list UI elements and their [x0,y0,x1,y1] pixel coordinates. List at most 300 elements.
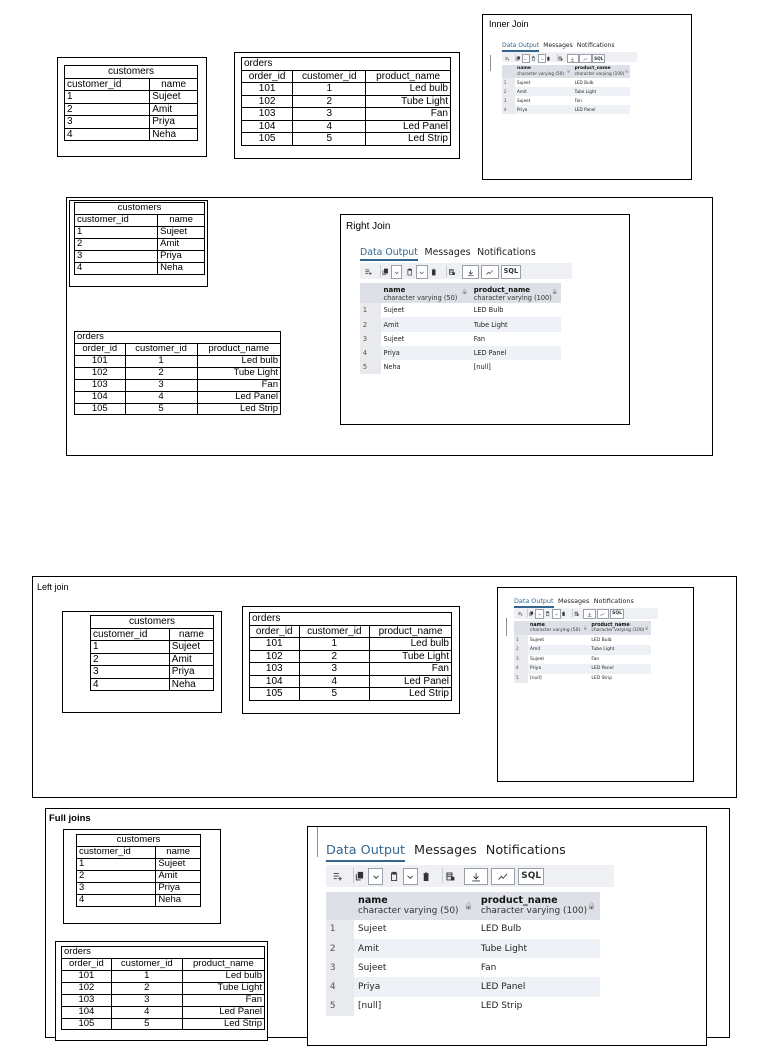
table-cell: Sujeet [158,226,205,238]
graph-icon[interactable] [579,54,591,63]
table-cell: 105 [250,688,300,701]
table-cell[interactable]: Sujeet [528,655,589,665]
table-cell: 105 [242,133,293,146]
column-header: product_name [182,958,264,970]
tab-notifications[interactable]: Notifications [477,247,536,258]
table-row[interactable] [514,664,651,674]
column-header: customer_id [75,214,158,226]
table-cell: Led Panel [182,1006,264,1018]
table-cell: Amit [169,653,213,666]
table-caption: orders [242,58,451,71]
lock-icon: 🔒 [583,625,588,630]
download-icon[interactable] [583,609,596,619]
table-caption: orders [62,947,265,959]
row-number: 2 [502,87,515,96]
row-number: 4 [360,346,381,360]
table-row[interactable] [502,96,630,105]
sql-button[interactable]: SQL [592,54,605,63]
table-row[interactable] [514,635,651,645]
table-row [75,250,205,262]
column-name: product_name [574,66,611,72]
table-cell[interactable]: Amit [528,645,589,655]
result-tabs [326,843,575,862]
table-cell[interactable]: LED Panel [477,977,600,996]
table-cell: Led Strip [370,688,452,701]
header-row [77,846,201,858]
add-row-icon[interactable] [330,868,347,883]
table-cell: 5 [111,1018,182,1030]
lock-icon: 🔒 [566,69,571,74]
table-cell: 3 [299,663,370,676]
table-cell[interactable]: Sujeet [528,635,589,645]
column-name: product_name [473,284,531,294]
table-cell: Led bulb [370,638,452,651]
row-number: 1 [360,303,381,317]
table-row [91,653,214,666]
table-cell: Tube Light [197,367,280,379]
column-header: order_id [250,625,300,638]
table-cell: Priya [150,116,198,129]
column-header: customer_id [91,628,170,641]
row-number: 2 [514,645,528,655]
table-cell: Neha [169,678,213,691]
table-cell: Neha [158,262,205,274]
lock-icon: 🔒 [644,625,649,630]
table-cell[interactable]: Amit [381,317,471,331]
table-cell[interactable]: Sujeet [381,332,471,346]
table-cell: Amit [156,870,201,882]
tab-data-output[interactable]: Data Output [360,247,418,261]
full-join-title: Full joins [49,813,91,824]
table-row[interactable] [514,674,651,684]
sql-button[interactable]: SQL [501,265,521,278]
table-cell: 4 [293,120,366,133]
orders-table [74,331,281,415]
table-cell: 5 [125,403,197,415]
download-icon[interactable] [567,54,579,63]
table-row [75,226,205,238]
add-row-icon[interactable] [516,609,524,617]
table-cell: Led bulb [182,970,264,982]
tab-data-output[interactable]: Data Output [502,42,539,52]
column-header: product_name [370,625,452,638]
table-cell[interactable]: Fan [477,958,600,977]
table-cell: 104 [62,1006,112,1018]
table-cell: Priya [169,666,213,679]
row-number-header [514,621,528,635]
column-header[interactable] [515,65,573,78]
table-cell[interactable]: LED Strip [589,674,650,684]
copy-icon[interactable] [380,265,390,276]
table-cell: Sujeet [169,641,213,654]
tab-messages[interactable]: Messages [414,843,477,858]
column-header: name [158,214,205,226]
column-header: customer_id [293,70,366,83]
table-row [242,133,451,146]
table-cell: 4 [91,678,170,691]
table-cell: 1 [125,355,197,367]
table-row [77,894,201,906]
table-cell: Amit [158,238,205,250]
table-cell[interactable]: Tube Light [477,939,600,958]
table-cell: 101 [250,638,300,651]
table-row[interactable] [360,332,561,346]
paste-icon[interactable] [545,609,551,617]
table-cell[interactable]: Priya [528,664,589,674]
table-cell: 3 [111,994,182,1006]
table-cell: 3 [75,250,158,262]
column-name: name [357,894,388,906]
table-cell: 3 [293,108,366,121]
table-row [65,91,198,104]
result-toolbar [360,263,572,279]
column-header: order_id [242,70,293,83]
column-header[interactable] [477,892,600,920]
graph-icon[interactable] [491,868,515,885]
grid-header [360,283,561,304]
tab-data-output[interactable]: Data Output [326,843,405,862]
tab-notifications[interactable]: Notifications [576,42,615,49]
table-cell: Sujeet [156,858,201,870]
table-cell: 3 [125,379,197,391]
table-row[interactable] [326,958,600,977]
table-cell[interactable]: Priya [381,346,471,360]
tab-messages[interactable]: Messages [543,42,573,49]
result-grid [502,65,630,114]
table-cell: Fan [182,994,264,1006]
table-caption: customers [75,203,205,215]
lock-icon: 🔒 [624,69,629,74]
table-cell: 3 [91,666,170,679]
table-row[interactable] [514,645,651,655]
table-cell: 4 [77,894,156,906]
table-row [65,116,198,129]
sql-button[interactable]: SQL [518,868,544,885]
table-cell: Led Strip [182,1018,264,1030]
row-number: 5 [326,997,354,1016]
table-cell[interactable]: Priya [515,105,573,114]
table-cell: Led Strip [366,133,451,146]
chevron-down-icon[interactable] [535,609,543,619]
inner-join-left-rule [490,55,491,71]
table-cell: Fan [370,663,452,676]
table-cell[interactable]: Tube Light [471,317,561,331]
table-cell: Neha [150,128,198,141]
table-cell: 103 [250,663,300,676]
table-row [77,882,201,894]
table-cell: Amit [150,103,198,116]
chevron-down-icon[interactable] [552,609,560,619]
trash-icon[interactable] [429,265,438,276]
row-number: 1 [502,78,515,87]
tab-notifications[interactable]: Notifications [485,843,566,858]
table-cell: 101 [75,355,126,367]
table-cell[interactable]: LED Bulb [477,920,600,939]
row-number: 4 [502,105,515,114]
table-row [242,95,451,108]
table-cell: 3 [65,116,150,129]
table-cell: 2 [91,653,170,666]
table-row [77,870,201,882]
table-row[interactable] [360,317,561,331]
column-header: customer_id [65,78,150,91]
tab-messages[interactable]: Messages [424,247,471,258]
table-cell[interactable]: LED Panel [471,346,561,360]
table-row[interactable] [326,920,600,939]
table-row[interactable] [326,997,600,1016]
table-row [242,120,451,133]
orders-table [249,612,452,701]
lock-icon: 🔒 [461,288,469,295]
chevron-down-icon[interactable] [391,265,402,278]
copy-icon[interactable] [527,609,534,617]
table-cell: Tube Light [182,982,264,994]
chevron-down-icon[interactable] [403,868,418,885]
table-cell: 101 [62,970,112,982]
row-number: 5 [514,674,528,684]
column-type: character varying (50) [516,71,565,77]
result-grid [514,621,651,683]
table-cell: 104 [75,391,126,403]
left-join-title: Left join [37,582,69,592]
table-row [62,982,265,994]
chevron-down-icon[interactable] [538,54,546,63]
row-number: 2 [360,317,381,331]
table-row[interactable] [326,977,600,996]
graph-icon[interactable] [481,265,499,278]
table-cell: 4 [65,128,150,141]
column-name: name [383,284,406,294]
column-header[interactable] [528,621,589,635]
table-row [62,1006,265,1018]
table-cell[interactable]: LED Panel [573,105,631,114]
table-row [62,970,265,982]
table-cell: Led bulb [197,355,280,367]
tab-notifications[interactable]: Notifications [593,597,634,605]
chevron-down-icon[interactable] [416,265,427,278]
table-cell[interactable]: LED Panel [589,664,650,674]
row-number: 5 [360,360,381,374]
result-grid [360,283,561,374]
table-cell[interactable]: Priya [354,977,477,996]
result-tabs [514,597,638,608]
row-number: 3 [502,96,515,105]
row-number: 4 [326,977,354,996]
table-cell: Neha [156,894,201,906]
table-cell: 2 [65,103,150,116]
paste-icon[interactable] [531,54,537,61]
table-row [75,262,205,274]
graph-icon[interactable] [597,609,610,619]
table-row [65,103,198,116]
database-save-icon[interactable] [442,868,457,883]
table-cell: 104 [250,675,300,688]
table-cell: 1 [111,970,182,982]
table-caption: orders [250,613,452,626]
table-cell: Led Strip [197,403,280,415]
table-cell: 1 [293,83,366,96]
table-row [250,688,452,701]
table-cell[interactable]: Sujeet [381,303,471,317]
download-icon[interactable] [464,868,488,885]
table-row[interactable] [502,105,630,114]
download-icon[interactable] [462,265,480,278]
column-header: customer_id [125,343,197,355]
trash-icon[interactable] [561,609,567,617]
table-cell: 4 [75,262,158,274]
inner-join-title: Inner Join [489,19,529,29]
database-save-icon[interactable] [446,265,457,276]
column-name: product_name [591,622,630,628]
tab-messages[interactable]: Messages [557,597,590,605]
column-header: name [150,78,198,91]
table-cell: 5 [299,688,370,701]
table-row[interactable] [326,939,600,958]
left-join-left-rule [506,618,507,636]
table-cell: 3 [77,882,156,894]
table-caption: customers [91,616,214,629]
row-number: 4 [514,664,528,674]
table-cell: 2 [111,982,182,994]
table-cell: Led Panel [366,120,451,133]
table-row [77,858,201,870]
table-row [250,663,452,676]
result-toolbar [514,608,658,619]
table-cell[interactable]: Tube Light [589,645,650,655]
column-type: character varying (100) [574,71,625,77]
result-tabs [360,247,542,261]
table-row [75,238,205,250]
row-number: 2 [326,939,354,958]
table-row[interactable] [360,346,561,360]
column-header[interactable] [589,621,650,635]
database-save-icon[interactable] [572,609,580,617]
paste-icon[interactable] [405,265,414,276]
paste-icon[interactable] [387,868,400,883]
table-row[interactable] [514,655,651,665]
result-toolbar [502,52,637,62]
table-cell: 103 [242,108,293,121]
table-row [65,128,198,141]
column-header: order_id [62,958,112,970]
table-cell[interactable]: LED Bulb [471,303,561,317]
table-cell[interactable]: Amit [354,939,477,958]
table-cell[interactable]: Sujeet [515,96,573,105]
column-name: name [516,66,531,72]
column-header[interactable] [573,65,631,78]
header-row [91,628,214,641]
table-cell[interactable]: Sujeet [354,920,477,939]
table-cell[interactable]: Sujeet [354,958,477,977]
table-cell[interactable]: Fan [471,332,561,346]
table-cell: 2 [293,95,366,108]
copy-icon[interactable] [515,54,522,61]
table-cell: 1 [77,858,156,870]
table-row [75,391,281,403]
column-type: character varying (100) [480,905,588,916]
table-row[interactable] [360,360,561,374]
chevron-down-icon[interactable] [522,54,530,63]
table-cell[interactable]: [null] [471,360,561,374]
column-type: character varying (50) [529,627,581,633]
table-row [250,650,452,663]
table-row [91,678,214,691]
customers-table [76,834,201,907]
header-row [75,343,281,355]
table-cell: Led Panel [370,675,452,688]
table-cell[interactable]: Sujeet [515,78,573,87]
table-row[interactable] [502,87,630,96]
column-header[interactable] [354,892,477,920]
table-cell: 105 [62,1018,112,1030]
lock-icon: 🔒 [551,288,559,295]
trash-icon[interactable] [419,868,432,883]
table-row [62,994,265,1006]
column-name: product_name [480,894,558,906]
table-cell: 1 [75,226,158,238]
database-save-icon[interactable] [557,54,565,61]
add-row-icon[interactable] [504,54,512,61]
table-cell[interactable]: [null] [528,674,589,684]
table-cell[interactable]: LED Bulb [573,78,631,87]
table-row [91,666,214,679]
table-cell: 1 [65,91,150,104]
lock-icon: 🔒 [464,900,474,910]
lock-icon: 🔒 [587,900,597,910]
add-row-icon[interactable] [363,265,375,276]
table-cell: Sujeet [150,91,198,104]
table-caption: orders [75,332,281,344]
table-caption: customers [77,835,201,847]
table-cell: 4 [125,391,197,403]
table-row[interactable] [502,78,630,87]
table-cell[interactable]: Tube Light [573,87,631,96]
table-cell[interactable]: LED Strip [477,997,600,1016]
table-cell: 102 [242,95,293,108]
column-header: order_id [75,343,126,355]
table-cell: 4 [111,1006,182,1018]
right-join-title: Right Join [346,221,391,232]
row-number: 1 [326,920,354,939]
column-header: name [156,846,201,858]
table-cell: 103 [75,379,126,391]
orders-table [241,57,451,146]
row-number: 1 [514,635,528,645]
copy-icon[interactable] [353,868,367,883]
table-cell: 105 [75,403,126,415]
table-cell[interactable]: Fan [589,655,650,665]
column-header[interactable] [381,283,471,304]
table-row[interactable] [360,303,561,317]
table-cell[interactable]: Fan [573,96,631,105]
column-header[interactable] [471,283,561,304]
column-header: customer_id [299,625,370,638]
orders-table [61,946,265,1030]
chevron-down-icon[interactable] [368,868,383,885]
table-cell[interactable]: Amit [515,87,573,96]
table-cell[interactable]: [null] [354,997,477,1016]
header-row [62,958,265,970]
tab-data-output[interactable]: Data Output [514,597,554,608]
trash-icon[interactable] [546,54,552,61]
column-type: character varying (50) [383,293,458,302]
header-row [65,78,198,91]
sql-button[interactable]: SQL [610,609,624,619]
column-name: name [529,622,545,628]
table-row [242,83,451,96]
table-cell[interactable]: Neha [381,360,471,374]
table-cell[interactable]: LED Bulb [589,635,650,645]
